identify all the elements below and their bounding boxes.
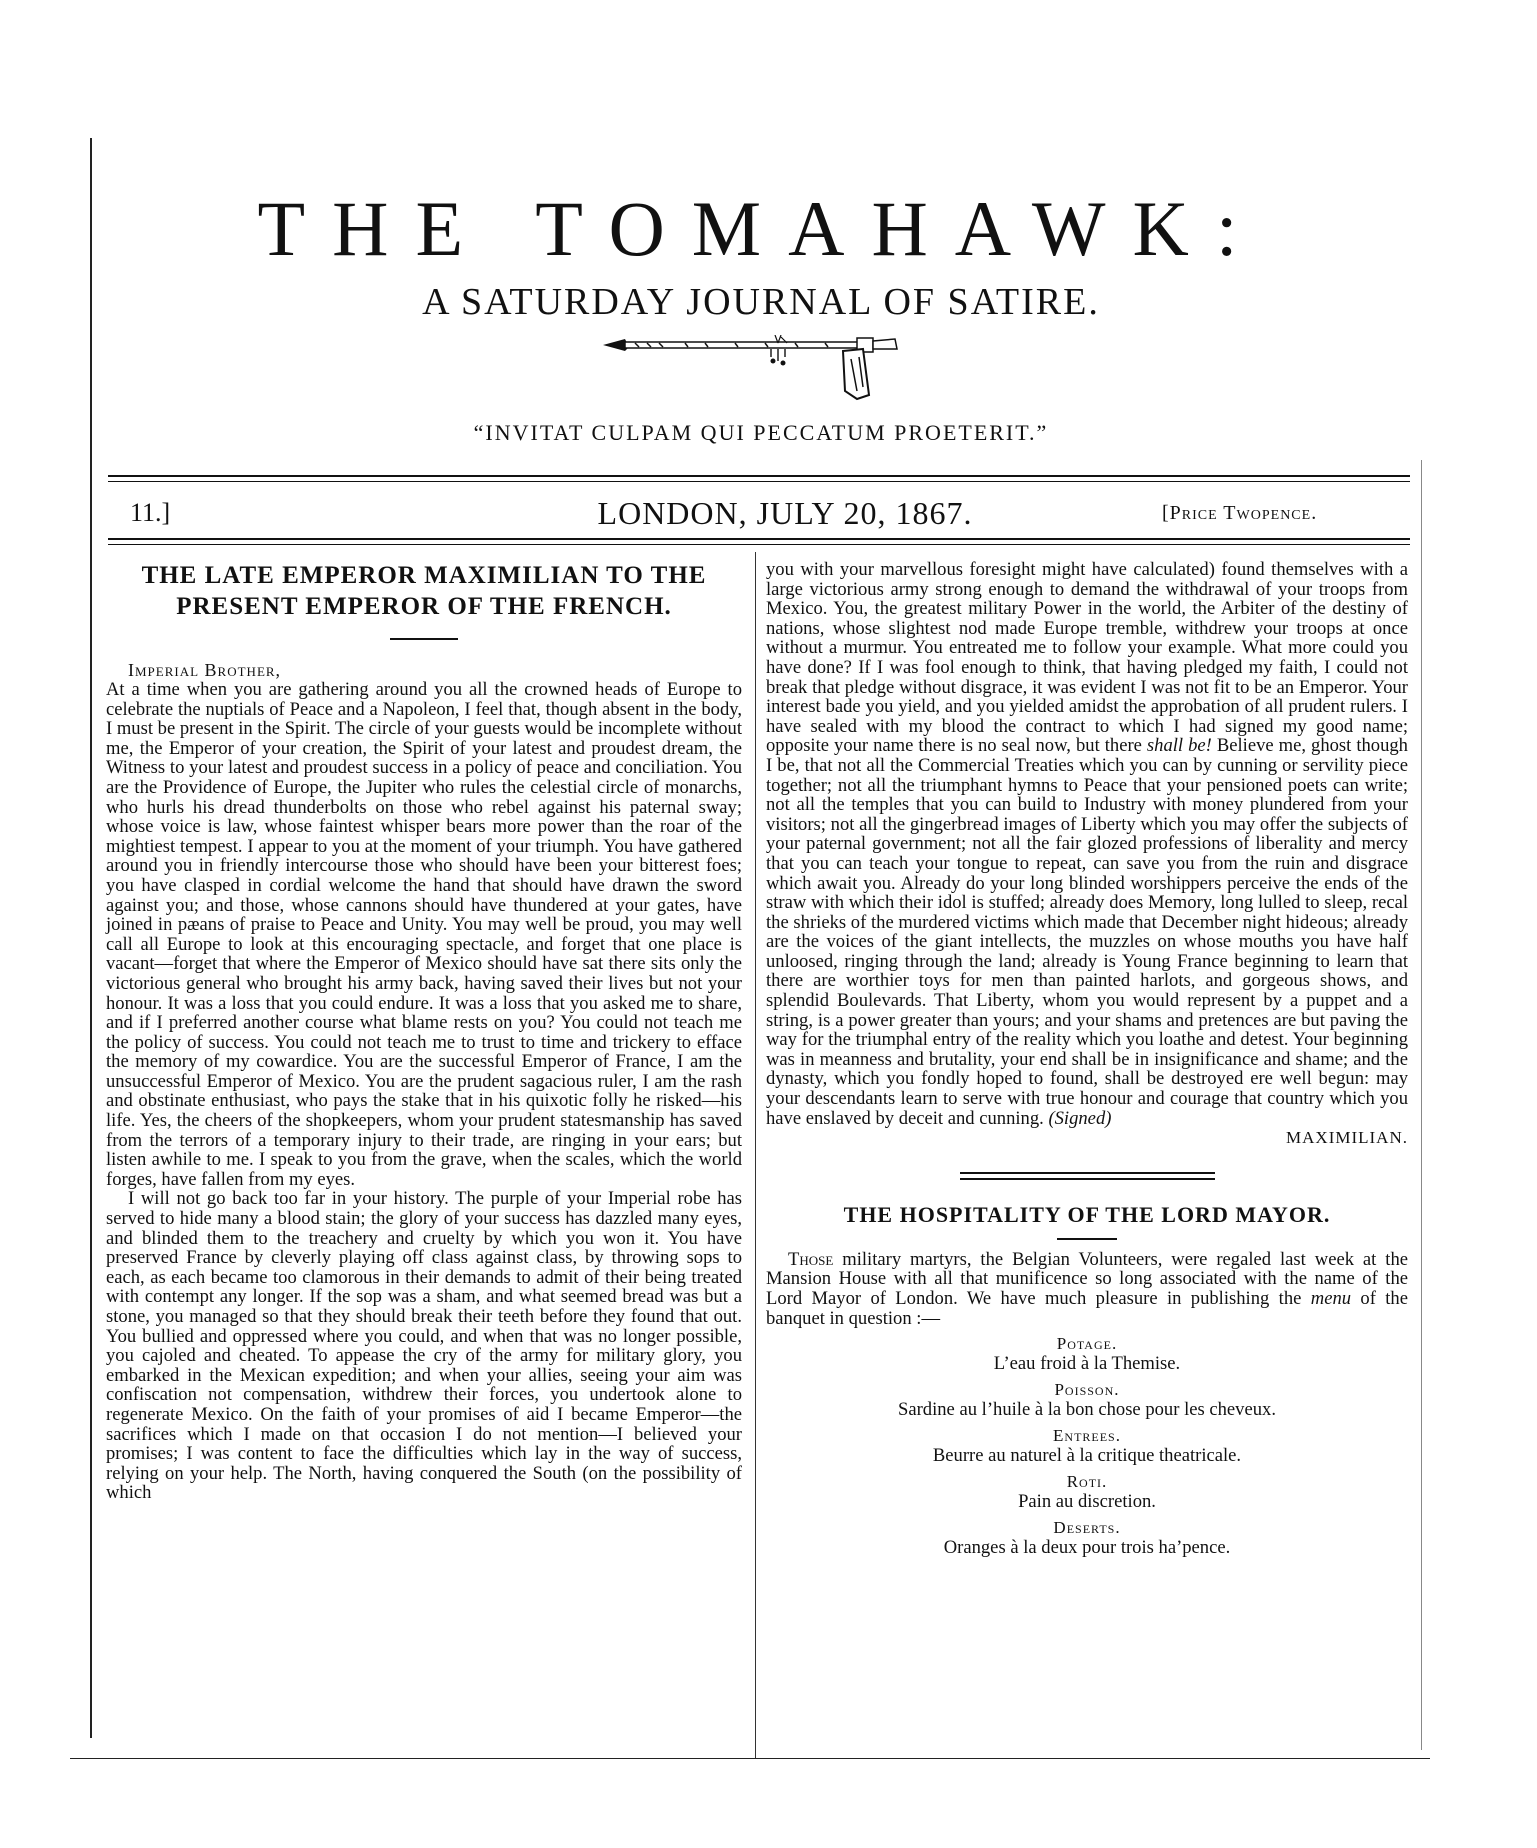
menu-dish: Sardine au l’huile à la bon chose pour les cheveux. [898, 1399, 1276, 1421]
menu-dish: L’eau froid à la Themise. [993, 1353, 1181, 1375]
article1-emphasis: shall be! [1146, 735, 1212, 757]
article2-lead-word: Those [788, 1248, 834, 1270]
article1-salutation: Imperial Brother, [128, 660, 282, 680]
article2-emphasis: menu [1310, 1288, 1352, 1309]
banquet-menu [766, 1334, 1408, 1558]
article1-paragraph: At a time when you are gathering around you all the crowned heads of Europe to celebrate the nuptials of Peace and a Napoleon, I feel that, though absent in the body, I must be present in the Spirit. The circle of your guests would be incomplete without me, the Emperor of your creation, the Spirit of your latest and proudest dream, the Witness to your latest and proudest success in a policy of peace and conciliation. You are the Providence of Europe, the Jupiter who rules the celestial circle of monarchs, who hurls his dread thunderbolts on those who rebel against his paternal sway; whose voice is law, whose faintest whisper bears more power than the roar of the mightiest tempest. I appear to you at the moment of your triumph. You have gathered around you in friendly intercourse those who should have been your bitterest foes; you have clasped in cordial welcome the hand that should have drawn the sword against you; and those, whose cannons should have thundered at your gates, have joined in pæans of praise to Peace and Unity. You may well be proud, you may well call all Europe to look at this encouraging spectacle, and forget that one place is vacant—forget that where the Emperor of Mexico should have sat there sits only the victorious general who brought his army back, having saved their lives but not your honour. It was a loss that you could endure. It was a loss that you asked me to share, and if I preferred another course what blame rests on you? You could not teach me the policy of success. You could not teach me to trust to time and trickery to efface the memory of my cowardice. You are the successful Emperor of France, I am the unsuccessful Emperor of Mexico. You are the prudent sagacious ruler, I am the rash and obstinate enthusiast, who pays the stake that in his quixotic folly he risked—his life. Yes, the cheers of the shopkeepers, whom your prudent statesmanship has saved from the terrors of a temporary injury to their trade, are ringing in your ears; but listen awhile to me. I speak to you from the grave, when the scales, which the world forges, have fallen from my eyes. [106, 679, 742, 1190]
column-divider [755, 552, 756, 1758]
menu-course: Deserts. [1053, 1518, 1121, 1538]
article1-continuation-text-1: you with your marvellous foresight might have calculated) found themselves with a large victorious army strong enough to demand the withdrawal of your troops from Mexico. You, the greatest military Power in the world, the Arbiter of the destiny of nations, whose slightest nod made Europe tremble, withdrew your troops at once without a murmur. You entreated me to follow your example. What more could you have done? If I was fool enough to think, that having pledged my faith, I could not break that pledge without disgrace, it was evident I was not fit to be an Emperor. Your interest bade you yield, and you yielded amidst the approbation of all prudent rulers. I have sealed with my blood the contract to which I had signed my good name; opposite your name there is no seal now, but there [766, 559, 1408, 757]
menu-course: Poisson. [1054, 1380, 1120, 1400]
tomahawk-icon [595, 335, 925, 405]
article2-headline: THE HOSPITALITY OF THE LORD MAYOR. [843, 1201, 1331, 1227]
article1-headline: THE LATE EMPEROR MAXIMILIAN TO THE PRESENT EMPEROR OF THE FRENCH. [141, 562, 707, 620]
article1-paragraph: I will not go back too far in your history. The purple of your Imperial robe has served to hide many a blood stain; the glory of your success has dazzled many eyes, and blinded them to the treachery and cruelty by which you won it. You have preserved France by cleverly playing off class against class, by throwing sops to each, as each became too clamorous in their demands to admit of their being treated with contempt any longer. If the sop was a sham, and what seemed bread was but a stone, you managed so that they should break their teeth before they found that out. You bullied and oppressed where you could, and when that was no longer possible, you cajoled and cheated. To appease the cry of the army for military glory, you embarked in the Mexican expedition; and when your allies, seeing your aim was confiscation not compensation, withdrew their forces, you undertook alone to regenerate Mexico. On the faith of your promises of aid I became Emperor—the sacrifices which I made on that occasion I do not mention—I believed your promises; I was content to face the difficulties which lay in the way of success, relying on your help. The North, having conquered the South (on the possibility of which [106, 1188, 742, 1504]
article2-headline-rule [1057, 1238, 1117, 1240]
signature-note: (Signed) [1048, 1107, 1112, 1129]
article1-headline-rule [390, 638, 458, 640]
masthead-title: THE TOMAHAWK: [257, 185, 1265, 272]
dateline: LONDON, JULY 20, 1867. [597, 495, 973, 531]
price [1162, 503, 1317, 523]
masthead-rule-top [108, 475, 1410, 477]
left-margin-rule [90, 138, 92, 1738]
menu-dish: Beurre au naturel à la critique theatricale. [932, 1445, 1242, 1467]
article1-continuation [766, 560, 1408, 1128]
column-left [106, 560, 742, 1503]
article-separator [960, 1172, 1215, 1180]
dateline-rule-bottom [108, 538, 1410, 540]
masthead-motto: “INVITAT CULPAM QUI PECCATUM PROETERIT.” [473, 420, 1049, 445]
article2-intro-text-1: military martyrs, the Belgian Volunteers, were regaled last week at the Mansion House with all that munificence so long associated with the name of the Lord Mayor of London. We have much pleasure in publishing the [766, 1248, 1408, 1309]
article2-intro-text-2: of the banquet in question :— [766, 1288, 1408, 1329]
masthead-rule-thin [108, 481, 1410, 482]
right-margin-rule [1421, 460, 1422, 1750]
article2-intro [766, 1250, 1408, 1328]
menu-dish: Oranges à la deux pour trois ha’pence. [943, 1537, 1231, 1559]
column-right [766, 560, 1408, 1558]
dateline-rule-thin [108, 544, 1410, 545]
issue-number: 11.] [130, 498, 171, 527]
price-text: [Price Twopence. [1162, 502, 1318, 524]
menu-course: Potage. [1056, 1334, 1118, 1354]
article1-signature: MAXIMILIAN. [1286, 1128, 1408, 1148]
masthead-subtitle: A SATURDAY JOURNAL OF SATIRE. [422, 281, 1100, 323]
page-bottom-rule [70, 1758, 1430, 1759]
menu-course: Entrees. [1053, 1426, 1121, 1446]
menu-course: Roti. [1066, 1472, 1108, 1492]
menu-dish: Pain au discretion. [1018, 1491, 1156, 1513]
article1-continuation-text-2: Believe me, ghost though I be, that not all the Commercial Treaties which you can by cunning or servility piece together; not all the triumphant hymns to Peace that your pensioned poets can write; not all the temples that you can build to Industry with money plundered from your visitors; not all the gingerbread images of Liberty which you may offer the subjects of your paternal government; not all the fair glozed professions of liberality and mercy that you can teach your tongue to repeat, can save you from the ruin and disgrace which await you. Already do your long blinded worshippers perceive the ends of the straw with which their idol is stuffed; already does Memory, long lulled to sleep, recal the shrieks of the murdered victims which made that December night hideous; already are the voices of the giant intellects, the muzzles on whose mouths you have half unloosed, ringing through the land; already is Young France beginning to learn that there are worthier toys for men than painted harlots, and gorgeous shows, and splendid Boulevards. That Liberty, whom you would represent by a puppet and a string, is a power greater than yours; and your shams and pretences are but paving the way for the triumphal entry of the reality which you loathe and detest. Your beginning was in meanness and brutality, your end shall be in insignificance and shame; and the dynasty, which you fondly hoped to found, shall be destroyed ere well begun: may your descendants learn to serve with true honour and courage that country which you have enslaved by deceit and cunning. [766, 735, 1408, 1129]
